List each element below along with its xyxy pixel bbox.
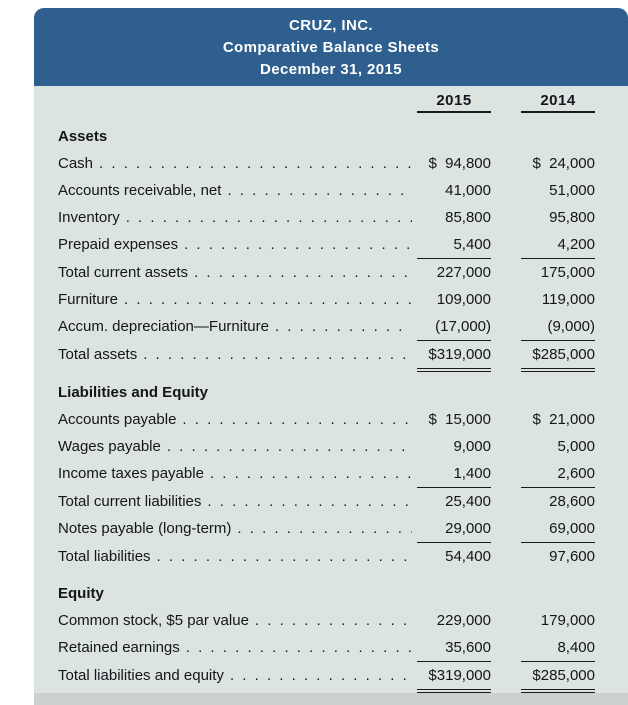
- row-label: Retained earnings: [58, 639, 180, 656]
- amount-2015: $ 15,000: [428, 411, 491, 428]
- row-label-wrap: [58, 662, 417, 689]
- row-label-wrap: [58, 341, 417, 368]
- table-row: [58, 607, 595, 634]
- amount-2015: 25,400: [445, 493, 491, 510]
- amount-2014: 179,000: [540, 612, 595, 629]
- column-header-2014: 2014: [521, 92, 595, 113]
- amount-2014: 51,000: [549, 182, 595, 199]
- row-label: Total liabilities: [58, 548, 151, 565]
- row-label: Liabilities and Equity: [58, 384, 209, 401]
- column-headers: [58, 92, 595, 113]
- column-header-2015: 2015: [417, 92, 491, 113]
- table-row: [58, 580, 595, 607]
- amount-2014: 8,400: [521, 634, 595, 662]
- amount-2015: 1,400: [417, 460, 491, 488]
- dot-leader: [99, 150, 412, 177]
- table-row: [58, 634, 595, 662]
- amount-2015: $ 94,800: [428, 155, 491, 172]
- row-label: Furniture: [58, 291, 119, 308]
- row-label: Assets: [58, 128, 108, 145]
- row-label-wrap: [58, 204, 417, 231]
- dot-leader: [207, 488, 412, 515]
- table-row: [58, 543, 595, 570]
- row-label-wrap: [58, 460, 417, 487]
- amount-2014: 97,600: [549, 548, 595, 565]
- row-label: Accum. depreciation—Furniture: [58, 318, 269, 335]
- table-row: [58, 662, 595, 690]
- amount-2015: (17,000): [417, 313, 491, 341]
- amount-2015: 29,000: [417, 515, 491, 543]
- amount-2015: $319,000: [417, 662, 491, 690]
- row-label: Total assets: [58, 346, 138, 363]
- row-label-wrap: [58, 607, 417, 634]
- table-row: [58, 313, 595, 341]
- amount-2014: $285,000: [521, 341, 595, 369]
- dot-leader: [157, 543, 412, 570]
- dot-leader: [227, 177, 412, 204]
- dot-leader: [237, 515, 412, 542]
- amount-2015: 85,800: [445, 209, 491, 226]
- dot-leader: [126, 204, 412, 231]
- row-label-wrap: [58, 634, 417, 661]
- bottom-strip: [34, 693, 628, 705]
- row-label: Accounts receivable, net: [58, 182, 222, 199]
- row-label-wrap: [58, 259, 417, 286]
- dot-leader: [184, 231, 412, 258]
- table-row: [58, 406, 595, 433]
- table-row: [58, 231, 595, 259]
- amount-2014: 2,600: [521, 460, 595, 488]
- statement-date: December 31, 2015: [260, 61, 402, 78]
- amount-2014: 95,800: [549, 209, 595, 226]
- table-row: [58, 433, 595, 460]
- amount-2015: 41,000: [445, 182, 491, 199]
- row-label-wrap: [58, 123, 595, 150]
- amount-2014: 5,000: [557, 438, 595, 455]
- row-label-wrap: [58, 488, 417, 515]
- dot-leader: [210, 460, 412, 487]
- dot-leader: [124, 286, 412, 313]
- dot-leader: [230, 662, 412, 689]
- table-row: [58, 204, 595, 231]
- amount-2014: 28,600: [549, 493, 595, 510]
- table-row: [58, 259, 595, 286]
- row-label: Accounts payable: [58, 411, 177, 428]
- company-name: CRUZ, INC.: [289, 17, 373, 34]
- table-row: [58, 177, 595, 204]
- amount-2015: 9,000: [453, 438, 491, 455]
- table-rows: [58, 123, 595, 690]
- amount-2014: 69,000: [521, 515, 595, 543]
- row-label-wrap: [58, 379, 595, 406]
- amount-2014: 119,000: [541, 291, 595, 308]
- table-row: [58, 341, 595, 369]
- row-label-wrap: [58, 515, 417, 542]
- row-label: Total current assets: [58, 264, 189, 281]
- amount-2014: 175,000: [540, 264, 595, 281]
- row-label: Wages payable: [58, 438, 161, 455]
- row-label: Prepaid expenses: [58, 236, 179, 253]
- dot-leader: [255, 607, 412, 634]
- dot-leader: [167, 433, 412, 460]
- amount-2015: $319,000: [417, 341, 491, 369]
- row-label-wrap: [58, 150, 417, 177]
- balance-sheet-card: [34, 8, 628, 705]
- dot-leader: [186, 634, 412, 661]
- table-row: [58, 515, 595, 543]
- row-label-wrap: [58, 313, 417, 340]
- statement-body: [34, 86, 628, 693]
- row-label: Equity: [58, 585, 104, 602]
- row-label: Total current liabilities: [58, 493, 202, 510]
- dot-leader: [182, 406, 412, 433]
- row-label-wrap: [58, 177, 417, 204]
- table-row: [58, 460, 595, 488]
- row-label-wrap: [58, 231, 417, 258]
- row-label: Cash: [58, 155, 94, 172]
- row-label-wrap: [58, 286, 417, 313]
- dot-leader: [194, 259, 412, 286]
- dot-leader: [275, 313, 412, 340]
- row-label: Income taxes payable: [58, 465, 204, 482]
- row-label-wrap: [58, 433, 417, 460]
- row-label-wrap: [58, 543, 417, 570]
- amount-2014: $ 24,000: [532, 155, 595, 172]
- amount-2014: $ 21,000: [532, 411, 595, 428]
- row-label: Total liabilities and equity: [58, 667, 224, 684]
- amount-2015: 227,000: [436, 264, 491, 281]
- table-row: [58, 150, 595, 177]
- statement-title: Comparative Balance Sheets: [222, 39, 440, 56]
- row-label: Inventory: [58, 209, 120, 226]
- amount-2015: 54,400: [445, 548, 491, 565]
- amount-2015: 35,600: [417, 634, 491, 662]
- amount-2014: 4,200: [521, 231, 595, 259]
- table-row: [58, 123, 595, 150]
- table-row: [58, 379, 595, 406]
- row-label: Notes payable (long-term): [58, 520, 232, 537]
- amount-2014: $285,000: [521, 662, 595, 690]
- amount-2014: (9,000): [521, 313, 595, 341]
- row-label-wrap: [58, 580, 595, 607]
- row-label: Common stock, $5 par value: [58, 612, 249, 629]
- amount-2015: 5,400: [417, 231, 491, 259]
- amount-2015: 229,000: [436, 612, 491, 629]
- table-row: [58, 286, 595, 313]
- statement-header: [34, 8, 628, 86]
- dot-leader: [143, 341, 412, 368]
- amount-2015: 109,000: [436, 291, 491, 308]
- table-row: [58, 488, 595, 515]
- row-label-wrap: [58, 406, 417, 433]
